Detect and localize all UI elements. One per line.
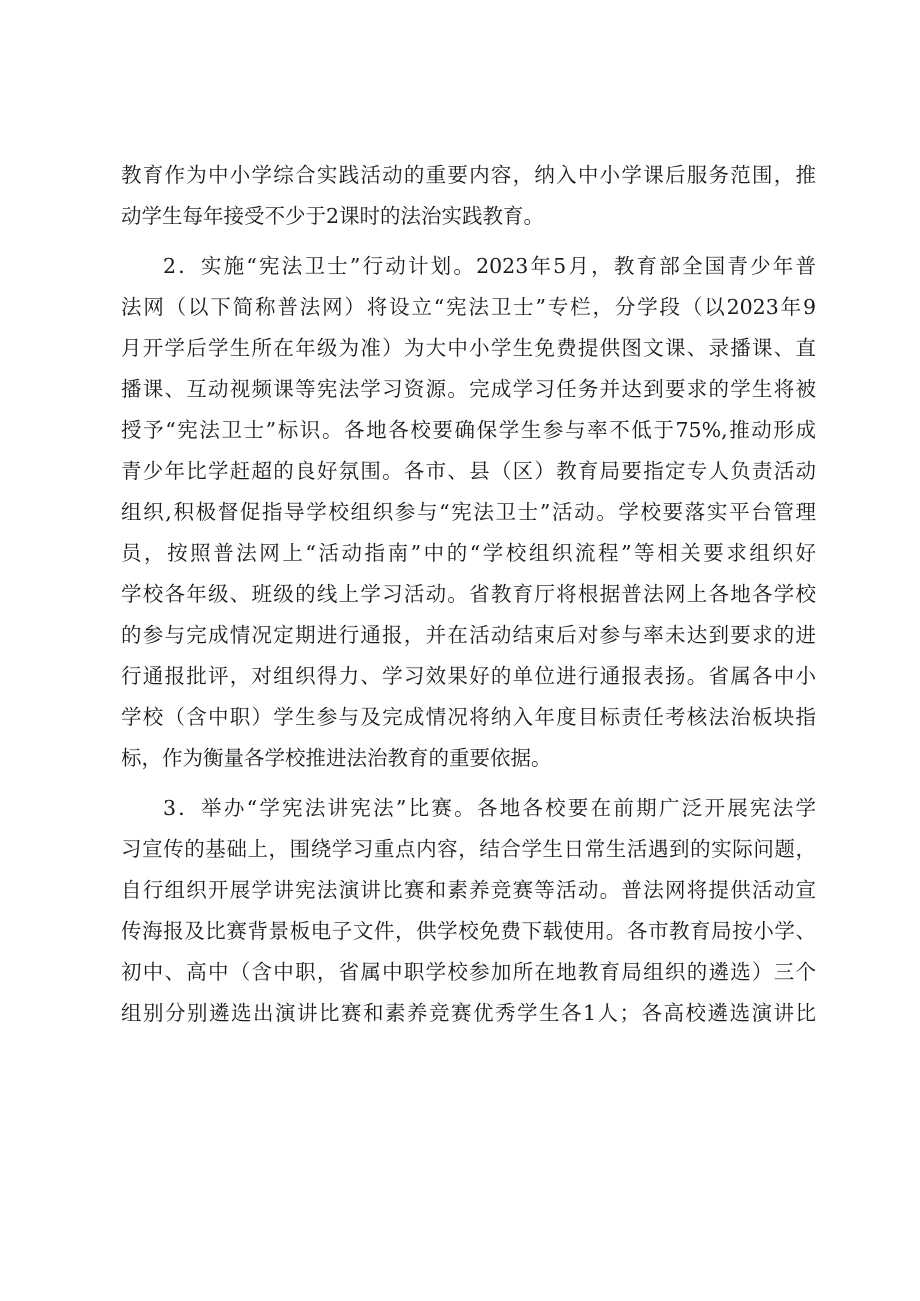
paragraph-item-3 [121,788,816,1034]
text-line: 学校（含中职）学生参与及完成情况将纳入年度目标责任考核法治板块指 [121,705,816,729]
paragraph-item-2 [121,246,816,779]
text-line: 初中、高中（含中职，省属中职学校参加所在地教育局组织的遴选）三个 [121,960,816,984]
text-line: 行通报批评，对组织得力、学习效果好的单位进行通报表扬。省属各中小 [121,664,816,688]
text-line: 授予“宪法卫士”标识。各地各校要确保学生参与率不低于75%,推动形成 [121,418,816,442]
text-line: 员，按照普法网上“活动指南”中的“学校组织流程”等相关要求组织好 [121,541,816,565]
text-line: 3．举办“学宪法讲宪法”比赛。各地各校要在前期广泛开展宪法学 [163,796,816,820]
text-line: 2．实施“宪法卫士”行动计划。2023年5月，教育部全国青少年普 [163,254,816,278]
text-line: 教育作为中小学综合实践活动的重要内容，纳入中小学课后服务范围，推 [121,163,816,187]
text-line: 法网（以下简称普法网）将设立“宪法卫士”专栏，分学段（以2023年9 [121,295,816,319]
text-line: 青少年比学赶超的良好氛围。各市、县（区）教育局要指定专人负责活动 [121,459,816,483]
text-line: 动学生每年接受不少于2课时的法治实践教育。 [121,204,545,228]
text-line: 习宣传的基础上，围绕学习重点内容，结合学生日常生活遇到的实际问题， [121,837,816,861]
text-line: 组别分别遴选出演讲比赛和素养竞赛优秀学生各1人；各高校遴选演讲比 [121,1001,816,1025]
text-line: 的参与完成情况定期进行通报，并在活动结束后对参与率未达到要求的进 [121,623,816,647]
text-line: 月开学后学生所在年级为准）为大中小学生免费提供图文课、录播课、直 [121,336,816,360]
document-body [121,155,816,1034]
paragraph-continuation [121,155,816,237]
text-line: 自行组织开展学讲宪法演讲比赛和素养竞赛等活动。普法网将提供活动宣 [121,878,816,902]
text-line: 传海报及比赛背景板电子文件，供学校免费下载使用。各市教育局按小学、 [121,919,816,943]
text-line: 播课、互动视频课等宪法学习资源。完成学习任务并达到要求的学生将被 [121,377,816,401]
text-line: 标，作为衡量各学校推进法治教育的重要依据。 [121,746,552,770]
text-line: 学校各年级、班级的线上学习活动。省教育厅将根据普法网上各地各学校 [121,582,816,606]
text-line: 组织,积极督促指导学校组织参与“宪法卫士”活动。学校要落实平台管理 [121,500,816,524]
